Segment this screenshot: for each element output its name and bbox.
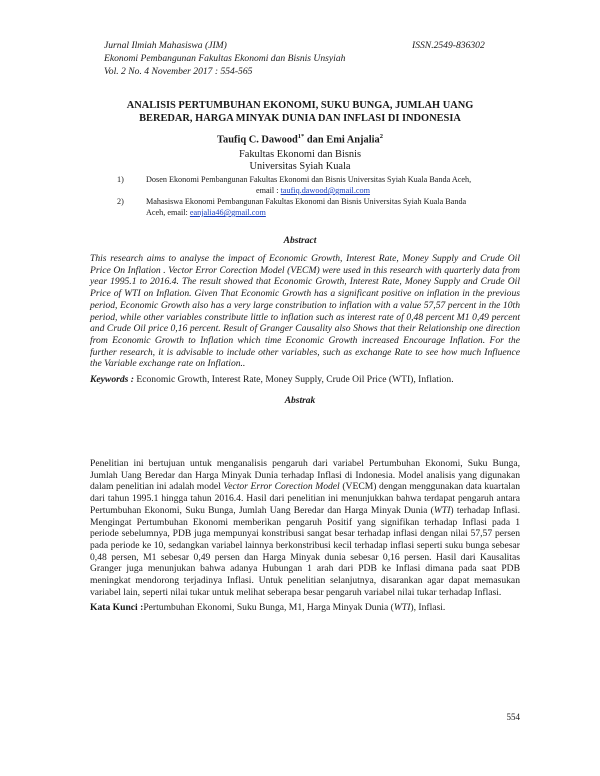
keywords-english (90, 374, 530, 385)
abstrak-wti: WTI (433, 504, 451, 516)
kata-kunci-label: Kata Kunci : (90, 602, 144, 613)
footnote-1-number: 1) (117, 175, 124, 184)
authors (0, 133, 600, 145)
abstrak-part-1: Penelitian ini bertujuan untuk menganalisis pengaruh dari variabel Pertumbuhan Ekonomi, Suku Bunga, Jumlah Uang Beredar dan Harga Minyak Dunia terhadap Inflasi di Indonesia. Model analisis yang digunakan dalam penelitian ini adalah model (90, 458, 520, 493)
author-2: Emi Anjalia (326, 134, 380, 146)
author-2-sup: 2 (379, 133, 383, 140)
affiliation-university: Universitas Syiah Kuala (249, 161, 351, 172)
kata-kunci-part-2: ), Inflasi. (410, 602, 446, 613)
footnote-1-email-line (256, 185, 370, 196)
kata-kunci-wti: WTI (393, 602, 411, 613)
affiliation-faculty: Fakultas Ekonomi dan Bisnis (238, 149, 362, 160)
footnote-1-email-label: email : (256, 186, 279, 195)
abstrak-heading: Abstrak (284, 396, 316, 406)
journal-faculty: Ekonomi Pembangunan Fakultas Ekonomi dan Bisnis Unsyiah (104, 53, 346, 64)
journal-volume: Vol. 2 No. 4 November 2017 : 554-565 (104, 66, 253, 77)
paper-title: ANALISIS PERTUMBUHAN EKONOMI, SUKU BUNGA, JUMLAH UANG BEREDAR, HARGA MINYAK DUNIA DAN INFLASI DI INDONESIA (126, 100, 474, 124)
abstrak-vecm: Vector Error Corection Model (223, 481, 340, 493)
abstrak-part-2: (VECM) dengan menggunakan data kuartalan dari tahun 1995.1 hingga tahun 2016.4. Hasil dari penelitian ini menunjukkan bahwa terdapat pengaruh antara Pertumbuhan Ekonomi, Suku Bunga, Jumlah Uang Beredar dan Harga Minyak Dunia ( (90, 481, 521, 516)
footnote-2-email-label: Aceh, email: (146, 208, 188, 217)
keywords-label: Keywords : (90, 374, 134, 385)
footnote-1-text: Dosen Ekonomi Pembangunan Fakultas Ekonomi dan Bisnis Universitas Syiah Kuala Banda Aceh, (146, 175, 472, 184)
footnote-2-number: 2) (117, 197, 124, 206)
footnote-2-text: Mahasiswa Ekonomi Pembangunan Fakultas Ekonomi dan Bisnis Universitas Syiah Kuala Banda (146, 197, 467, 206)
footnote-1-email-link[interactable]: taufiq.dawood@gmail.com (280, 186, 370, 195)
abstrak-part-3: ) terhadap Inflasi. Mengingat Pertumbuhan Ekonomi memberikan pengaruh Positif yang signifikan terhadap Inflasi pada 1 periode sebelumnya, PDB juga mempunyai konstribusi sangat besar terhadap inflasi dengan nilai 57,57 persen pada periode ke 10, sedangkan variabel lainnya berkonstribusi kecil terhadap inflasi seperti suku bunga sebesar 0,48 persen, M1 sebesar 0,49 persen dan Harga Minyak dunia sebesar 0,16 persen. Hasil dari Kausalitas Granger juga menunjukan bahwa adanya Hubungan 1 arah dari PDB ke Inflasi dimana pada saat PDB meningkat mendorong terjadinya Inflasi. Untuk penelitian selanjutnya, disarankan agar dapat memasukan variabel lain, seperti nilai tukar untuk melihat seberapa besar pengaruh variabel nilai tukar terhadap Inflasi. (90, 504, 520, 598)
footnote-2-email-line (146, 207, 266, 218)
author-and: dan (306, 134, 324, 146)
keywords-indonesian (90, 602, 530, 613)
footnote-2-email-link[interactable]: eanjalia46@gmail.com (189, 208, 266, 217)
author-1: Taufiq C. Dawood (217, 134, 298, 146)
abstract-english-text: This research aims to analyse the impact of Economic Growth, Interest Rate, Money Supply and Crude Oil Price On Inflation . Vector Error Corection Model (VECM) were used in this research with quarterly data from year 1995.1 to 2016.4. The result showed that Economic Growth, Interest Rate, Money Supply and Crude Oil Price of WTI on Inflation. Given That Economic Growth has a significant positive on inflation in the previous period, Economic Growth also has a very large constribution to inflation with a value 57,57 percent in the 10th period, while other variables constribute little to inflation such as interest rate of 0,48 percent M1 0,49 percent and Crude Oil price 0,16 percent. Result of Granger Causality also Shows that their Relationship one direction from Economic Growth to Inflation which time Economic Growth increased Encourage Inflation. For the further research, it is advisable to include other variables, such as exchange Rate to see how much Influence the Variable exchange rate on Inflation.. (90, 253, 520, 370)
keywords-list: Economic Growth, Interest Rate, Money Supply, Crude Oil Price (WTI), Inflation. (136, 374, 454, 385)
abstract-heading: Abstract (283, 236, 317, 246)
journal-name: Jurnal Ilmiah Mahasiswa (JIM) (104, 40, 227, 51)
issn: ISSN.2549-836302 (412, 40, 485, 51)
page-number: 554 (506, 712, 520, 722)
kata-kunci-part-1: Pertumbuhan Ekonomi, Suku Bunga, M1, Harga Minyak Dunia ( (143, 602, 394, 613)
author-1-sup: 1* (297, 133, 305, 140)
abstract-indonesian-text (90, 458, 520, 598)
